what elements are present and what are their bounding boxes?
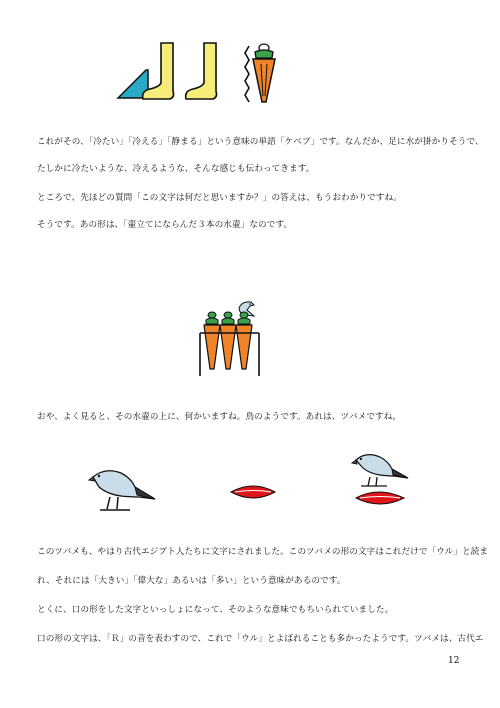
swallow-glyph-2 <box>352 455 408 486</box>
mouth-glyph-2 <box>356 492 404 504</box>
paragraph-4: おや、よく見ると、その水壷の上に、何かいますね。鳥のようです。あれは、ツバメですね。 <box>37 412 402 422</box>
water-stream-glyph <box>245 46 249 102</box>
paragraph-7: 口の形の文字は、「Ｒ」の音を表わすので、これで「ウル」とよばれることも多かったようです。ツバメは、古代エ <box>37 634 484 644</box>
page-number: 12 <box>448 656 460 666</box>
hieroglyph-qebeb-figure <box>115 40 285 110</box>
paragraph-3: そうです。あの形は、「壷立てにならんだ３本の水壷」なのです。 <box>37 220 293 230</box>
jar-1 <box>204 312 220 369</box>
jar-top <box>255 50 273 58</box>
paragraph-5-line-2: れ、それには「大きい」「偉大な」あるいは「多い」という意味があるのです。 <box>37 576 346 586</box>
paragraph-6: とくに、口の形をした文字といっしょになって、そのような意味でもちいられていました。 <box>37 605 394 615</box>
paragraph-2: ところで、先ほどの質問「この文字は何だと思いますか？」の答えは、もうおわかりですね。 <box>37 193 402 203</box>
swallow-over-mouth-glyph <box>350 450 412 508</box>
swallow-glyph <box>88 465 160 513</box>
jar-3 <box>236 312 252 369</box>
foot-glyph-2 <box>186 43 217 99</box>
paragraph-1-line-1: これがその、「冷たい」「冷える」「静まる」という意味の単語「ケベブ」です。なんだか、足に水が掛かりそうで、 <box>37 137 484 147</box>
mouth-glyph <box>229 483 277 501</box>
jar-2 <box>220 312 236 369</box>
jar-body <box>253 59 275 102</box>
paragraph-1-line-2: たしかに冷たいような、冷えるような、そんな感じも伝わってきます。 <box>37 164 315 174</box>
paragraph-5-line-1: このツバメも、やはり古代エジプト人たちに文字にされました。このツバメの形の文字はこれだけで「ウル」と読ま <box>37 547 489 557</box>
water-jars-stand-figure <box>197 293 262 378</box>
